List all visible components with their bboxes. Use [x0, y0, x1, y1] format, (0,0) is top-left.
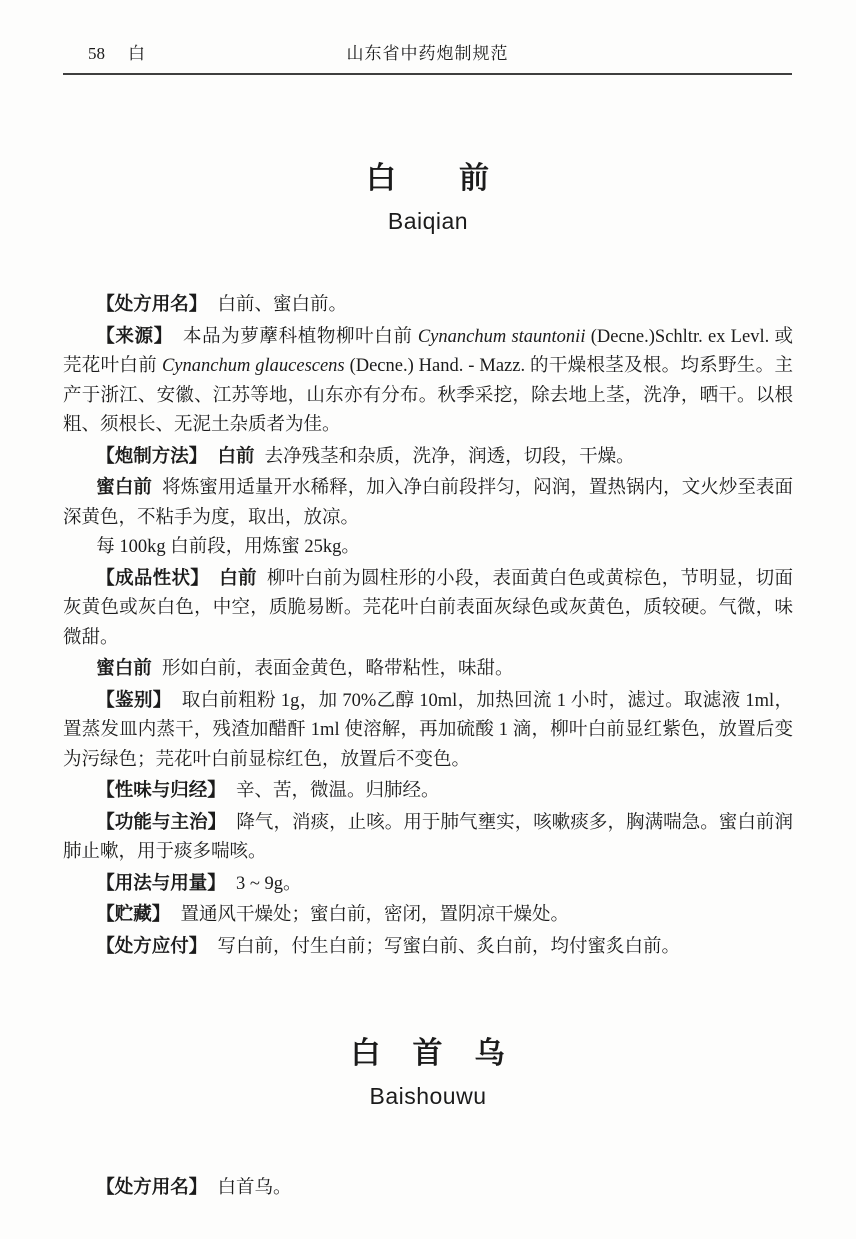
text-run: 本品为萝藦科植物柳叶白前 — [183, 326, 418, 347]
entry-body — [63, 289, 793, 962]
paragraph — [63, 441, 793, 473]
paragraph — [63, 775, 793, 807]
section-label: 【用法与用量】 — [96, 871, 226, 893]
entry-body — [63, 1172, 793, 1204]
page-number: 58 — [88, 44, 105, 63]
text-run: 将炼蜜用适量开水稀释，加入净白前段拌匀，闷润，置热锅内，文火炒至表面深黄色，不粘手为度，取出，放凉。 — [63, 478, 793, 528]
entry-pinyin: Baishouwu — [369, 1083, 487, 1109]
section-label: 【鉴别】 — [96, 688, 172, 710]
text-run: 降气，消痰，止咳。用于肺气壅实，咳嗽痰多，胸满喘急。蜜白前润肺止嗽，用于痰多喘咳。 — [63, 812, 793, 862]
paragraph — [63, 472, 793, 533]
section-label: 【来源】 — [96, 324, 173, 346]
paragraph — [63, 931, 793, 963]
section-label: 【处方用名】 — [96, 293, 208, 314]
paragraph — [63, 533, 793, 563]
section-label: 蜜白前 — [96, 476, 152, 497]
text-run: 形如白前，表面金黄色，略带粘性，味甜。 — [161, 659, 514, 679]
entry-pinyin: Baiqian — [387, 208, 469, 234]
section-label: 【炮制方法】 — [96, 444, 208, 466]
paragraph — [63, 807, 793, 868]
text-run: 3 ~ 9g。 — [235, 873, 302, 894]
text-run: 取白前粗粉 1g，加 70%乙醇 10ml，加热回流 1 小时，滤过。取滤液 1ml，置蒸发皿内蒸干，残渣加醋酐 1ml 使溶解，再加硫酸 1 滴，柳叶白前显红紫色，放置后变为污绿色；芫花叶白前显棕红色，放置后不变色。 — [63, 690, 793, 770]
text-run: 白首乌。 — [217, 1178, 292, 1198]
text-run: 柳叶白前为圆柱形的小段，表面黄白色或黄棕色，节明显，切面灰黄色或灰白色，中空，质脆易断。芫花叶白前表面灰绿色或灰黄色，质较硬。气微，味微甜。 — [63, 568, 793, 648]
text-run: (Decne.)Schltr. ex Levl. 或芫花叶白前 — [63, 326, 793, 376]
text-run: 辛、苦，微温。归肺经。 — [235, 781, 440, 801]
section-label: 【处方应付】 — [96, 934, 208, 956]
section-label: 蜜白前 — [96, 657, 152, 678]
section-char: 白 — [128, 44, 145, 63]
entry-title: 白 首 乌 — [350, 1037, 506, 1070]
paragraph — [63, 563, 793, 654]
paragraph — [63, 1172, 793, 1204]
page-header — [63, 0, 792, 75]
latin-binomial: Cynanchum glaucescens — [161, 356, 345, 376]
text-run: 去净残茎和杂质，洗净，润透，切段，干燥。 — [264, 446, 635, 467]
paragraph — [63, 899, 793, 931]
entry-baiqian — [0, 161, 856, 962]
book-title: 山东省中药炮制规范 — [346, 44, 509, 63]
section-label: 【贮藏】 — [96, 903, 171, 924]
paragraph — [63, 289, 793, 321]
paragraph — [63, 868, 793, 900]
paragraph — [63, 685, 793, 776]
text-run: (Decne.) Hand. - Mazz. 的干燥根茎及根。均系野生。主产于浙江、安徽、江苏等地，山东亦有分布。秋季采挖，除去地上茎，洗净，晒干。以根粗、须根长、无泥土杂质者为佳。 — [63, 356, 793, 435]
paragraph — [63, 321, 793, 441]
section-label: 白前 — [217, 444, 255, 466]
text-run: 置通风干燥处；蜜白前，密闭，置阴凉干燥处。 — [180, 905, 569, 925]
section-label: 【处方用名】 — [96, 1176, 208, 1197]
section-label: 【成品性状】 — [96, 566, 210, 588]
entry-baishouwu — [0, 1036, 856, 1204]
section-label: 【性味与归经】 — [96, 779, 226, 800]
section-label: 【功能与主治】 — [96, 810, 227, 832]
section-label: 白前 — [219, 566, 257, 588]
entry-title: 白 前 — [366, 162, 490, 195]
paragraph — [63, 653, 793, 685]
text-run: 每 100kg 白前段，用炼蜜 25kg。 — [96, 537, 360, 557]
text-run: 写白前，付生白前；写蜜白前、炙白前，均付蜜炙白前。 — [217, 936, 680, 957]
text-run: 白前、蜜白前。 — [217, 295, 347, 315]
latin-binomial: Cynanchum stauntonii — [417, 326, 586, 347]
